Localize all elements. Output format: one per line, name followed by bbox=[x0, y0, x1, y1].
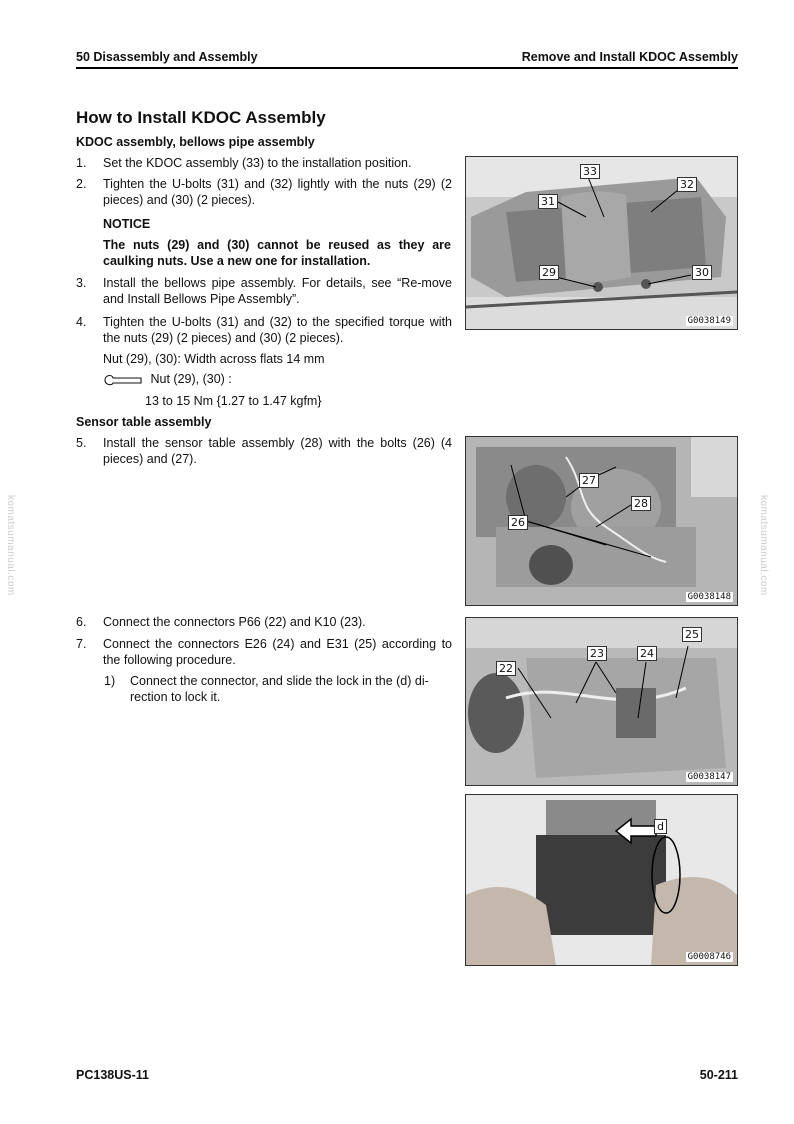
substep-text: Connect the connector, and slide the lock in the (d) di-rection to lock it. bbox=[130, 674, 429, 704]
step-text: Connect the connectors E26 (24) and E31 (25) according to the following procedure. bbox=[103, 637, 452, 667]
callout-33: 33 bbox=[580, 164, 600, 179]
figure-code: G0038148 bbox=[687, 592, 731, 602]
figure-connectors bbox=[465, 617, 738, 786]
step-6 bbox=[76, 614, 452, 630]
callout-26: 26 bbox=[508, 515, 528, 530]
figure-code: G0008746 bbox=[687, 952, 731, 962]
callout-22: 22 bbox=[496, 661, 516, 676]
callout-31: 31 bbox=[538, 194, 558, 209]
callout-24: 24 bbox=[637, 646, 657, 661]
figure-connector-lock bbox=[465, 794, 738, 966]
callout-29: 29 bbox=[539, 265, 559, 280]
figure-kdoc-assembly bbox=[465, 156, 738, 330]
header-chapter: 50 Disassembly and Assembly bbox=[76, 50, 258, 64]
footer-model: PC138US-11 bbox=[76, 1068, 149, 1082]
step-text: Tighten the U-bolts (31) and (32) to the specified torque with the nuts (29) (2 pieces) and (30) (2 pieces). bbox=[103, 315, 452, 345]
section-heading-kdoc: KDOC assembly, bellows pipe assembly bbox=[76, 135, 315, 149]
figure-code: G0038147 bbox=[687, 772, 731, 782]
callout-28: 28 bbox=[631, 496, 651, 511]
connector-lock-photo bbox=[466, 795, 737, 965]
connectors-photo bbox=[466, 618, 737, 785]
step-3 bbox=[76, 275, 452, 307]
step-7 bbox=[76, 636, 452, 668]
sensor-table-photo bbox=[466, 437, 737, 605]
step-text: Set the KDOC assembly (33) to the installation position. bbox=[103, 156, 412, 170]
section-heading-sensor: Sensor table assembly bbox=[76, 415, 212, 429]
figure-code: G0038149 bbox=[687, 316, 731, 326]
figure-sensor-table bbox=[465, 436, 738, 606]
notice-body: The nuts (29) and (30) cannot be reused as they are caulking nuts. Use a new one for installation. bbox=[103, 238, 451, 268]
header-rule bbox=[76, 67, 738, 69]
step-text: Tighten the U-bolts (31) and (32) lightly with the nuts (29) (2 pieces) and (30) (2 pieces). bbox=[103, 177, 452, 207]
step-2 bbox=[76, 176, 452, 208]
callout-30: 30 bbox=[692, 265, 712, 280]
notice-heading: NOTICE bbox=[103, 217, 151, 231]
substep-1 bbox=[104, 673, 452, 705]
callout-25: 25 bbox=[682, 627, 702, 642]
watermark-right: komatsumanual.com bbox=[758, 495, 769, 596]
page-header bbox=[76, 46, 738, 68]
torque-label: Nut (29), (30) : bbox=[150, 372, 232, 386]
step-number: 6. bbox=[76, 615, 87, 629]
step-text: Connect the connectors P66 (22) and K10 (23). bbox=[103, 615, 366, 629]
step-number: 1. bbox=[76, 156, 87, 170]
page-title: How to Install KDOC Assembly bbox=[76, 108, 326, 127]
step-number: 5. bbox=[76, 436, 87, 450]
callout-32: 32 bbox=[677, 177, 697, 192]
torque-value: 13 to 15 Nm {1.27 to 1.47 kgfm} bbox=[145, 394, 322, 408]
step-number: 7. bbox=[76, 637, 87, 651]
footer-page: 50-211 bbox=[699, 1068, 738, 1082]
step-5 bbox=[76, 435, 452, 467]
callout-d: d bbox=[654, 819, 667, 834]
nut-width-note: Nut (29), (30): Width across flats 14 mm bbox=[103, 352, 325, 366]
step-1 bbox=[76, 155, 452, 171]
header-section: Remove and Install KDOC Assembly bbox=[521, 50, 738, 64]
callout-27: 27 bbox=[579, 473, 599, 488]
callout-23: 23 bbox=[587, 646, 607, 661]
step-number: 3. bbox=[76, 276, 87, 290]
substep-number: 1) bbox=[104, 674, 116, 688]
torque-wrench-icon bbox=[103, 373, 143, 387]
step-number: 2. bbox=[76, 177, 87, 191]
step-text: Install the bellows pipe assembly. For details, see “Re-move and Install Bellows Pipe Assembly”. bbox=[103, 276, 452, 306]
step-number: 4. bbox=[76, 315, 87, 329]
step-4 bbox=[76, 314, 452, 346]
watermark-left: komatsumanual.com bbox=[5, 495, 16, 596]
torque-spec bbox=[103, 372, 232, 387]
step-text: Install the sensor table assembly (28) with the bolts (26) (4 pieces) and (27). bbox=[103, 436, 452, 466]
